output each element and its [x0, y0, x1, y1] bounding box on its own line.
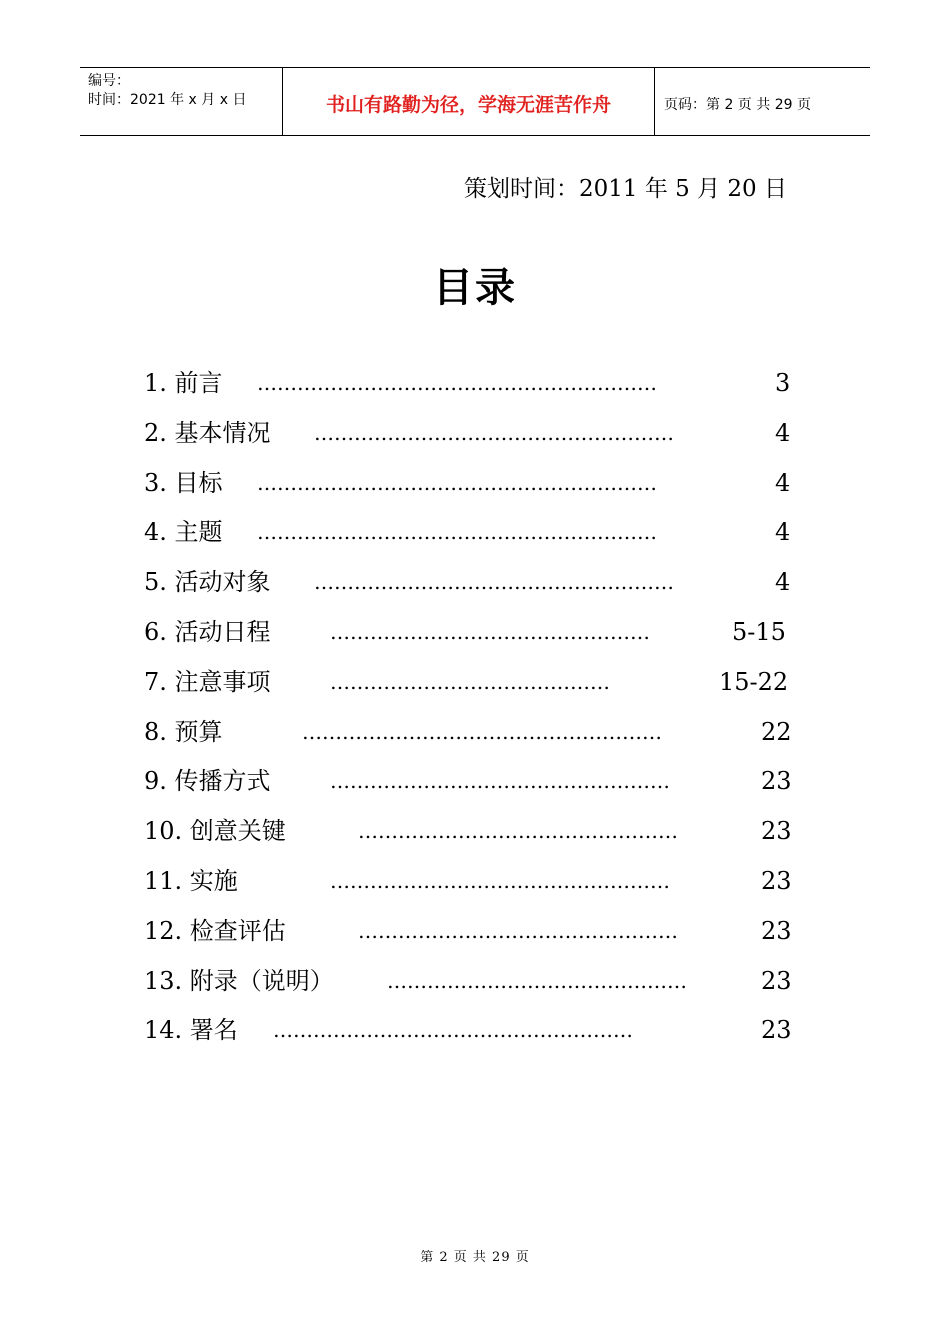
header-motto — [282, 68, 655, 135]
toc-entry-label: 11. 实施 — [144, 866, 238, 895]
toc-entry-label: 4. 主题 — [144, 518, 223, 547]
toc-entry[interactable] — [144, 564, 794, 614]
toc-entry-page: 23 — [761, 767, 792, 796]
toc-entry[interactable] — [144, 763, 794, 813]
toc-leader-dots: …………………………………………………… — [257, 520, 657, 545]
toc-entry-label: 3. 目标 — [144, 468, 223, 497]
toc-entry-label: 6. 活动日程 — [144, 617, 271, 646]
toc-entry[interactable] — [144, 365, 794, 415]
toc-entry-page: 23 — [761, 966, 792, 995]
toc-entry-label: 5. 活动对象 — [144, 568, 271, 597]
toc-entry[interactable] — [144, 465, 794, 515]
doc-number-label: 编号： — [88, 73, 130, 89]
toc-entry-page: 23 — [761, 916, 792, 945]
page-info-text: 页码：第 2 页 共 29 页 — [664, 96, 811, 113]
toc-entry-page: 22 — [761, 717, 792, 746]
toc-leader-dots: ……………………………………………… — [314, 570, 674, 595]
toc-leader-dots: …………………………………………………… — [257, 470, 657, 495]
toc-leader-dots: …………………………………………………… — [257, 371, 657, 395]
toc-entry-label: 8. 预算 — [144, 717, 223, 746]
toc-entry[interactable] — [144, 714, 794, 764]
toc-entry-page: 4 — [775, 518, 791, 547]
header-meta — [80, 68, 282, 135]
toc-entry-label: 13. 附录（说明） — [144, 966, 334, 995]
toc-entry-label: 2. 基本情况 — [144, 418, 271, 447]
toc-entry[interactable] — [144, 614, 794, 664]
toc-entry[interactable] — [144, 514, 794, 564]
plan-time: 策划时间：2011 年 5 月 20 日 — [464, 176, 787, 202]
toc-leader-dots: ………………………………………… — [330, 619, 650, 644]
toc-entry-page: 23 — [761, 1016, 792, 1045]
toc-entry-label: 7. 注意事项 — [144, 667, 271, 696]
toc-entry-page: 4 — [775, 568, 791, 597]
document-header — [80, 67, 870, 136]
toc-leader-dots: ………………………………………… — [358, 819, 678, 844]
toc-entry-label: 12. 检查评估 — [144, 916, 286, 945]
toc-entry-label: 14. 署名 — [144, 1016, 238, 1045]
toc-entry[interactable] — [144, 1012, 794, 1062]
toc-entry-label: 10. 创意关键 — [144, 817, 286, 846]
toc-entry[interactable] — [144, 813, 794, 863]
motto-text: 书山有路勤为径，学海无涯苦作舟 — [325, 94, 611, 116]
toc-entry-page: 4 — [775, 468, 791, 497]
toc-entry-label: 1. 前言 — [144, 369, 223, 397]
toc-list — [144, 365, 794, 1062]
toc-entry-page: 23 — [761, 817, 792, 846]
toc-leader-dots: ……………………………………………… — [314, 420, 674, 445]
toc-leader-dots: ……………………………………………… — [302, 719, 662, 744]
toc-entry[interactable] — [144, 913, 794, 963]
toc-entry[interactable] — [144, 415, 794, 465]
toc-entry-page: 5-15 — [732, 617, 786, 646]
header-page-info — [655, 68, 870, 135]
page-footer: 第 2 页 共 29 页 — [420, 1250, 530, 1265]
toc-title: 目录 — [433, 265, 517, 311]
toc-leader-dots: ……………………………………………… — [273, 1018, 633, 1043]
toc-entry-page: 15-22 — [719, 667, 789, 696]
toc-leader-dots: …………………………………………… — [330, 769, 670, 794]
toc-leader-dots: …………………………………… — [330, 669, 610, 694]
toc-entry-page: 4 — [775, 418, 791, 447]
toc-entry[interactable] — [144, 863, 794, 913]
toc-entry[interactable] — [144, 664, 794, 714]
doc-time-label: 时间：2021 年 x 月 x 日 — [88, 92, 247, 108]
toc-entry-page: 3 — [775, 369, 791, 397]
toc-entry-page: 23 — [761, 866, 792, 895]
toc-leader-dots: ………………………………………… — [358, 918, 678, 943]
toc-entry[interactable] — [144, 963, 794, 1013]
toc-leader-dots: ……………………………………… — [387, 968, 687, 993]
toc-entry-label: 9. 传播方式 — [144, 767, 271, 796]
toc-leader-dots: …………………………………………… — [330, 868, 670, 893]
